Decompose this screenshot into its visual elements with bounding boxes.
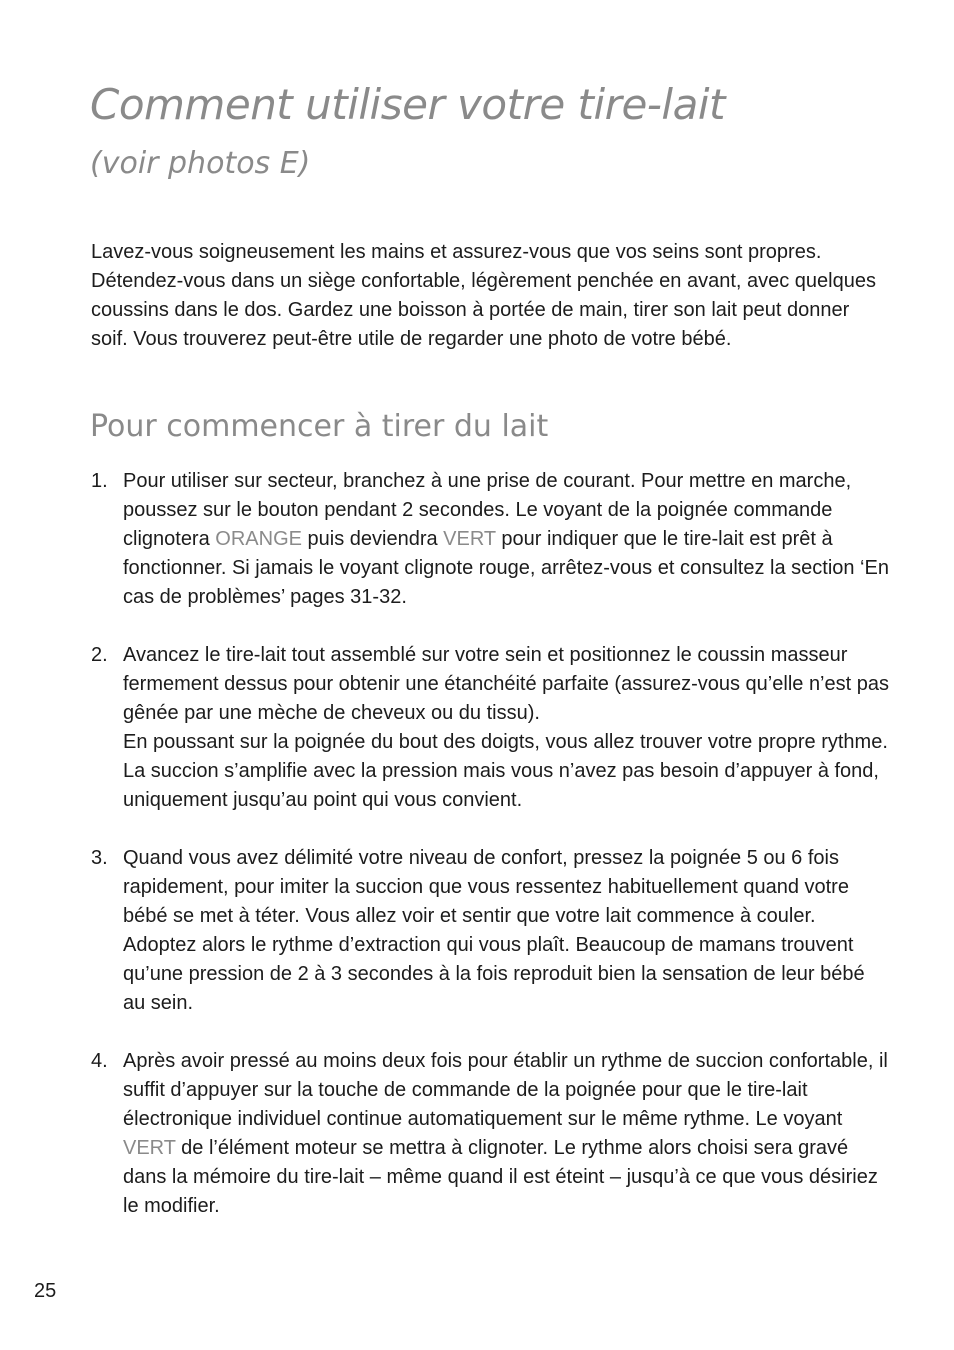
page-number: 25	[34, 1280, 57, 1302]
step-4	[91, 1047, 891, 1221]
step-number: 1.	[91, 470, 108, 492]
step-number: 4.	[91, 1050, 108, 1072]
step-text-part: Après avoir pressé au moins deux fois pour établir un rythme de succion confortable, il suffit d’appuyer sur la touche de commande de la poignée pour que le tire-lait électronique individuel continue automatiquement sur le même rythme. Le voyant	[123, 1050, 888, 1130]
green-indicator-text: VERT	[123, 1137, 176, 1159]
step-1	[91, 467, 891, 612]
intro-paragraph: Lavez-vous soigneusement les mains et assurez-vous que vos seins sont propres. Détendez-vous dans un siège confortable, légèrement penchée en avant, avec quelques coussins dans le dos. Gardez une boisson à portée de main, tirer son lait peut donner soif. Vous trouverez peut-être utile de regarder une photo de votre bébé.	[91, 241, 876, 350]
steps-list	[91, 467, 891, 1250]
step-text	[123, 1047, 891, 1221]
step-number: 3.	[91, 847, 108, 869]
step-text-part: Pour utiliser sur secteur, branchez à une prise de courant. Pour mettre en marche, poussez sur le bouton pendant 2 secondes. Le voyant de la poignée commande clignotera	[123, 470, 852, 550]
step-3	[91, 844, 891, 1018]
step-number: 2.	[91, 644, 108, 666]
step-text: Quand vous avez délimité votre niveau de confort, pressez la poignée 5 ou 6 fois rapidement, pour imiter la succion que vous ressentez habituellement quand votre bébé se met à téter. Vous allez voir et sentir que votre lait commence à couler. Adoptez alors le rythme d’extraction qui vous plaît. Beaucoup de mamans trouvent qu’une pression de 2 à 3 secondes à la fois reproduit bien la sensation de leur bébé au sein.	[123, 847, 865, 1014]
step-2	[91, 641, 891, 815]
step-text	[123, 467, 891, 612]
orange-indicator-text: ORANGE	[215, 528, 302, 550]
step-text: En poussant sur la poignée du bout des doigts, vous allez trouver votre propre rythme. La succion s’amplifie avec la pression mais vous n’avez pas besoin d’appuyer à fond, uniquement jusqu’au point qui vous convient.	[123, 731, 888, 811]
step-text-part: pour indiquer que le tire-lait est prêt à fonctionner. Si jamais le voyant clignote rouge, arrêtez-vous et consultez la section ‘En cas de problèmes’ pages 31-32.	[123, 528, 889, 608]
page-title: Comment utiliser votre tire-lait	[90, 80, 725, 129]
step-text: Avancez le tire-lait tout assemblé sur votre sein et positionnez le coussin masseur fermement dessus pour obtenir une étanchéité parfaite (assurez-vous qu’elle n’est pas gênée par une mèche de cheveux ou du tissu).	[123, 644, 889, 724]
step-text-part: de l’élément moteur se mettra à clignoter. Le rythme alors choisi sera gravé dans la mémoire du tire-lait – même quand il est éteint – jusqu’à ce que vous désiriez le modifier.	[123, 1137, 878, 1217]
green-indicator-text: VERT	[443, 528, 496, 550]
step-text-part: puis deviendra	[301, 528, 444, 550]
page-subtitle: (voir photos E)	[90, 146, 311, 181]
section-heading: Pour commencer à tirer du lait	[90, 409, 549, 444]
